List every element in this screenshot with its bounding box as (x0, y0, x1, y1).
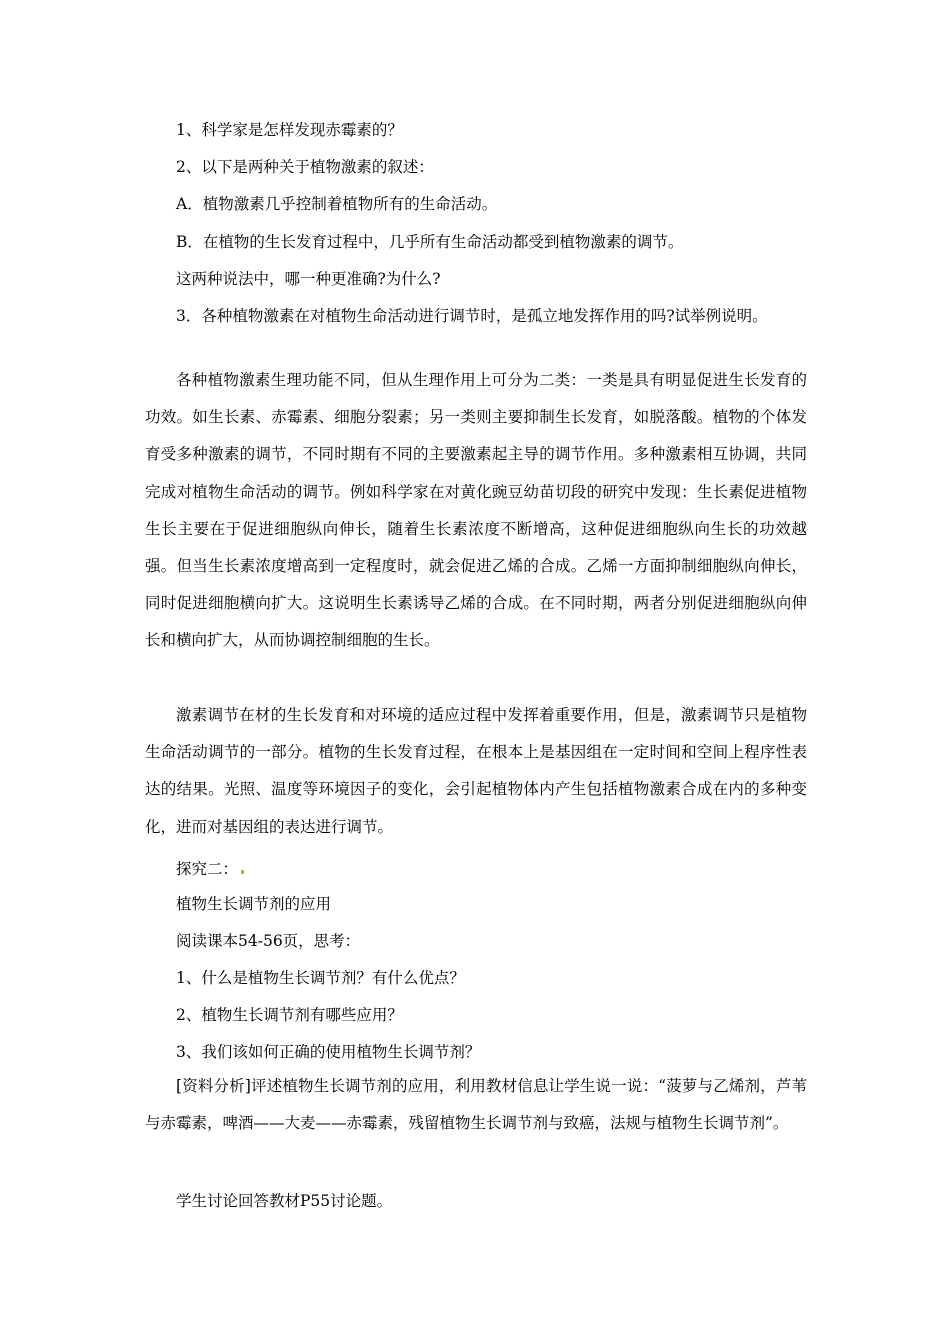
explore-question-3: 3、我们该如何正确的使用植物生长调节剂？ (176, 1043, 481, 1061)
question-2-ask: 这两种说法中，哪一种更准确?为什么? (176, 270, 441, 288)
green-dot-mark (241, 870, 244, 874)
question-3: 3．各种植物激素在对植物生命活动进行调节时，是孤立地发挥作用的吗?试举例说明。 (176, 307, 768, 325)
explore-2-title: 植物生长调节剂的应用 (176, 895, 332, 913)
explore-2-heading (176, 859, 244, 879)
paragraph-data-analysis: [资料分析]评述植物生长调节剂的应用，利用教材信息让学生说一说：“菠萝与乙烯剂，芦苇与赤霉素，啤酒——大麦——赤霉素，残留植物生长调节剂与致癌，法规与植物生长调节剂”。 (145, 1077, 807, 1133)
option-b: B．在植物的生长发育过程中，几乎所有生命活动都受到植物激素的调节。 (176, 233, 684, 251)
explore-question-2: 2、植物生长调节剂有哪些应用？ (176, 1006, 403, 1024)
reading-instruction: 阅读课本54-56页，思考： (176, 932, 361, 950)
explore-question-1: 1、什么是植物生长调节剂？有什么优点？ (176, 969, 465, 987)
question-2: 2、以下是两种关于植物激素的叙述： (176, 158, 434, 176)
paragraph-hormone-regulation: 激素调节在材的生长发育和对环境的适应过程中发挥着重要作用，但是，激素调节只是植物生命活动调节的一部分。植物的生长发育过程，在根本上是基因组在一定时间和空间上程序性表达的结果。光照、温度等环境因子的变化，会引起植物体内产生包括植物激素合成在内的多种变化，进而对基因组的表达进行调节。 (145, 706, 807, 836)
closing-line: 学生讨论回答教材P55讨论题。 (176, 1192, 393, 1210)
option-a: A．植物激素几乎控制着植物所有的生命活动。 (176, 195, 498, 213)
question-1: 1、科学家是怎样发现赤霉素的？ (176, 121, 403, 139)
paragraph-hormone-functions: 各种植物激素生理功能不同，但从生理作用上可分为二类：一类是具有明显促进生长发育的功效。如生长素、赤霉素、细胞分裂素；另一类则主要抑制生长发育，如脱落酸。植物的个体发育受多种激素的调节，不同时期有不同的主要激素起主导的调节作用。多种激素相互协调，共同完成对植物生命活动的调节。例如科学家在对黄化豌豆幼苗切段的研究中发现：生长素促进植物生长主要在于促进细胞纵向伸长，随着生长素浓度不断增高，这种促进细胞纵向生长的功效越强。但当生长素浓度增高到一定程度时，就会促进乙烯的合成。乙烯一方面抑制细胞纵向伸长，同时促进细胞横向扩大。这说明生长素诱导乙烯的合成。在不同时期，两者分别促进细胞纵向伸长和横向扩大，从而协调控制细胞的生长。 (145, 371, 807, 650)
explore-2-heading-text: 探究二： (176, 860, 239, 878)
